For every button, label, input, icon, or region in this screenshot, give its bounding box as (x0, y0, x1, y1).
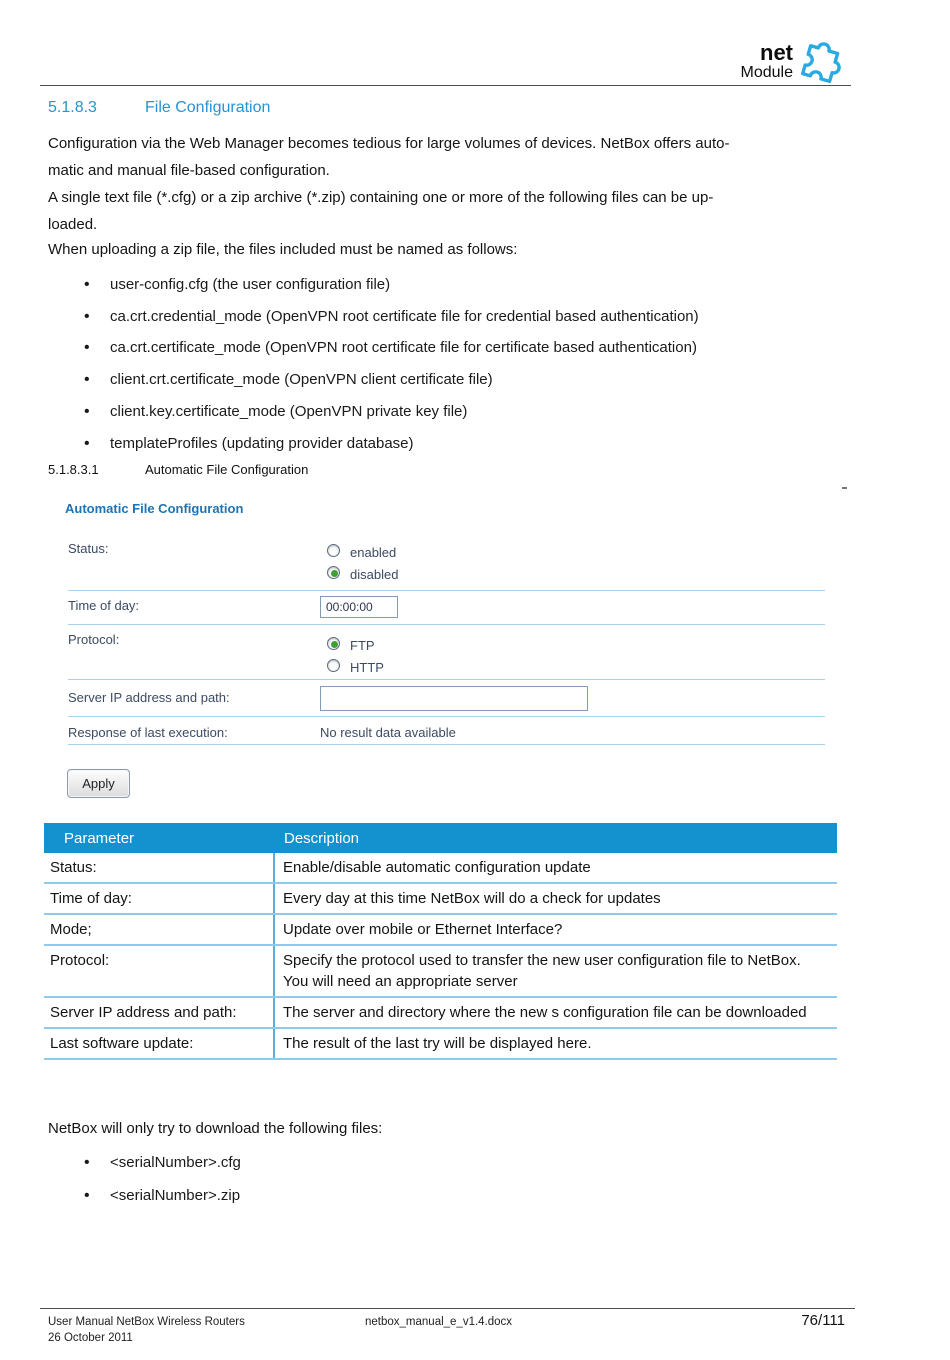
paragraph-2-line-1: A single text file (*.cfg) or a zip archive (*.zip) containing one or more of the following files can be up- (48, 189, 714, 206)
paragraph-2-line-2: loaded. (48, 216, 98, 233)
time-of-day-input[interactable] (320, 596, 398, 618)
form-separator (68, 679, 825, 680)
radio-protocol-http[interactable] (327, 659, 340, 672)
protocol-label: Protocol: (68, 632, 120, 647)
stray-mark (842, 487, 847, 489)
paragraph-1-line-1: Configuration via the Web Manager becomes tedious for large volumes of devices. NetBox offers auto- (48, 135, 730, 152)
server-ip-input[interactable] (320, 686, 588, 711)
param-cell: Mode; (44, 914, 274, 945)
radio-status-disabled-label: disabled (350, 567, 399, 582)
table-header-row (44, 823, 837, 853)
logo-word-net: net (760, 40, 793, 65)
list-item: • <serialNumber>.zip (48, 1179, 848, 1212)
desc-cell: Specify the protocol used to transfer the new user configuration file to NetBox. You will need an appropriate server (274, 945, 837, 997)
param-cell: Server IP address and path: (44, 997, 274, 1028)
desc-cell: The server and directory where the new s configuration file can be downloaded (274, 997, 837, 1028)
footer-page-number: 76/111 (801, 1312, 845, 1329)
server-ip-label: Server IP address and path: (68, 690, 230, 705)
paragraph-1-line-2: matic and manual file-based configuration. (48, 162, 330, 179)
section-number: 5.1.8.3 (48, 99, 97, 116)
desc-cell: Update over mobile or Ethernet Interface? (274, 914, 837, 945)
puzzle-icon (797, 33, 851, 89)
download-note: NetBox will only try to download the following files: (48, 1120, 383, 1137)
radio-protocol-ftp-label: FTP (350, 638, 375, 653)
apply-button[interactable]: Apply (67, 769, 130, 798)
list-item: • client.crt.certificate_mode (OpenVPN client certificate file) (48, 364, 848, 396)
file-list (48, 269, 848, 459)
column-header-description: Description (274, 823, 837, 853)
netmodule-logo (660, 42, 793, 81)
upload-note: When uploading a zip file, the files included must be named as follows: (48, 241, 518, 258)
table-row (44, 853, 837, 883)
param-cell: Time of day: (44, 883, 274, 914)
radio-protocol-ftp[interactable] (327, 637, 340, 650)
status-label: Status: (68, 541, 109, 556)
desc-cell: Enable/disable automatic configuration update (274, 853, 837, 883)
header-rule (40, 85, 851, 86)
param-cell: Status: (44, 853, 274, 883)
form-separator (68, 744, 825, 745)
param-cell: Protocol: (44, 945, 274, 997)
radio-protocol-http-label: HTTP (350, 660, 384, 675)
footer-rule (40, 1308, 855, 1309)
subsection-title: Automatic File Configuration (145, 462, 309, 477)
radio-status-enabled-label: enabled (350, 545, 397, 560)
logo-word-module: Module (740, 64, 793, 81)
form-separator (68, 590, 825, 591)
table-row (44, 997, 837, 1028)
subsection-heading (48, 462, 308, 477)
paragraph-2 (48, 184, 848, 238)
section-title: File Configuration (145, 99, 271, 116)
table-row (44, 914, 837, 945)
paragraph-1 (48, 130, 848, 184)
form-separator (68, 624, 825, 625)
list-item: • ca.crt.certificate_mode (OpenVPN root certificate file for certificate based authentication) (48, 332, 848, 364)
desc-cell: Every day at this time NetBox will do a check for updates (274, 883, 837, 914)
form-separator (68, 716, 825, 717)
table-row (44, 1028, 837, 1059)
form-title: Automatic File Configuration (65, 501, 244, 516)
table-row (44, 883, 837, 914)
list-item: • user-config.cfg (the user configuration file) (48, 269, 848, 301)
subsection-number: 5.1.8.3.1 (48, 462, 99, 477)
list-item: • ca.crt.credential_mode (OpenVPN root certificate file for credential based authentication) (48, 301, 848, 333)
list-item: • client.key.certificate_mode (OpenVPN private key file) (48, 396, 848, 428)
column-header-parameter: Parameter (44, 823, 274, 853)
footer-filename: netbox_manual_e_v1.4.docx (365, 1316, 513, 1328)
table-row (44, 945, 837, 997)
radio-status-disabled[interactable] (327, 566, 340, 579)
response-value: No result data available (320, 725, 456, 740)
download-list (48, 1146, 848, 1212)
parameter-table (44, 823, 837, 1060)
list-item: • <serialNumber>.cfg (48, 1146, 848, 1179)
radio-status-enabled[interactable] (327, 544, 340, 557)
list-item: • templateProfiles (updating provider database) (48, 428, 848, 460)
desc-cell: The result of the last try will be displayed here. (274, 1028, 837, 1059)
param-cell: Last software update: (44, 1028, 274, 1059)
time-of-day-label: Time of day: (68, 598, 140, 613)
footer-doc-title: User Manual NetBox Wireless Routers (48, 1316, 245, 1328)
response-label: Response of last execution: (68, 725, 228, 740)
section-heading (48, 99, 270, 117)
footer-date: 26 October 2011 (48, 1332, 133, 1344)
